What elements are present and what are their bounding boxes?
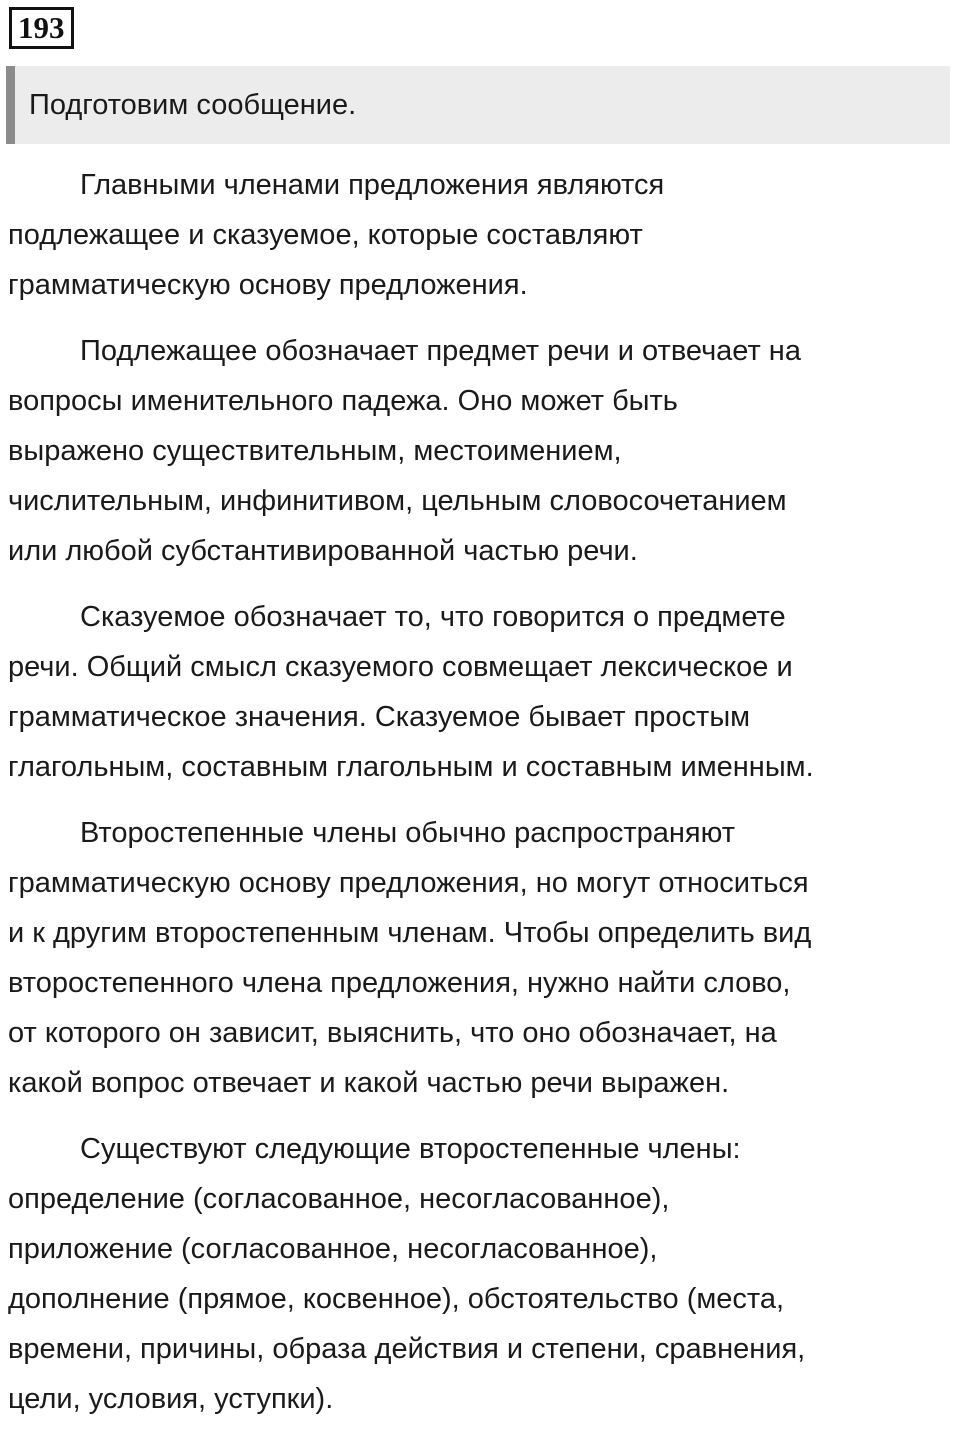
task-instruction-box <box>6 66 950 144</box>
text-line: грамматическую основу предложения. <box>8 269 528 301</box>
text-line: второстепенного члена предложения, нужно найти слово, <box>8 967 791 999</box>
text-line: вопросы именительного падежа. Оно может быть <box>8 385 678 417</box>
paragraph <box>8 592 954 792</box>
text-line: выражено существительным, местоимением, <box>8 435 622 467</box>
text-line: дополнение (прямое, косвенное), обстоятельство (места, <box>8 1283 785 1315</box>
task-instruction-text: Подготовим сообщение. <box>29 89 357 121</box>
paragraph <box>8 160 954 310</box>
text-line: Существуют следующие второстепенные члены: <box>80 1133 741 1165</box>
paragraph <box>8 808 954 1108</box>
text-line: Главными членами предложения являются <box>80 169 665 201</box>
text-line: цели, условия, уступки). <box>8 1383 334 1415</box>
text-line: грамматическую основу предложения, но могут относиться <box>8 867 809 899</box>
text-line: Сказуемое обозначает то, что говорится о предмете <box>80 601 786 633</box>
text-line: числительным, инфинитивом, цельным словосочетанием <box>8 485 787 517</box>
text-line: и к другим второстепенным членам. Чтобы определить вид <box>8 917 812 949</box>
text-line: какой вопрос отвечает и какой частью речи выражен. <box>8 1067 730 1099</box>
text-line: грамматическое значения. Сказуемое бывает простым <box>8 701 751 733</box>
text-line: речи. Общий смысл сказуемого совмещает лексическое и <box>8 651 793 683</box>
text-line: от которого он зависит, выяснить, что оно обозначает, на <box>8 1017 777 1049</box>
paragraph <box>8 326 954 576</box>
text-line: или любой субстантивированной частью речи. <box>8 535 638 567</box>
text-line: времени, причины, образа действия и степени, сравнения, <box>8 1333 806 1365</box>
text-line: Подлежащее обозначает предмет речи и отвечает на <box>80 335 801 367</box>
text-line: Второстепенные члены обычно распространяют <box>80 817 736 849</box>
text-line: подлежащее и сказуемое, которые составляют <box>8 219 643 251</box>
answer-text <box>8 160 954 1440</box>
paragraph <box>8 1124 954 1424</box>
text-line: приложение (согласованное, несогласованное), <box>8 1233 658 1265</box>
text-line: определение (согласованное, несогласованное), <box>8 1183 670 1215</box>
exercise-number-badge: 193 <box>9 7 74 49</box>
text-line: глагольным, составным глагольным и составным именным. <box>8 751 814 783</box>
